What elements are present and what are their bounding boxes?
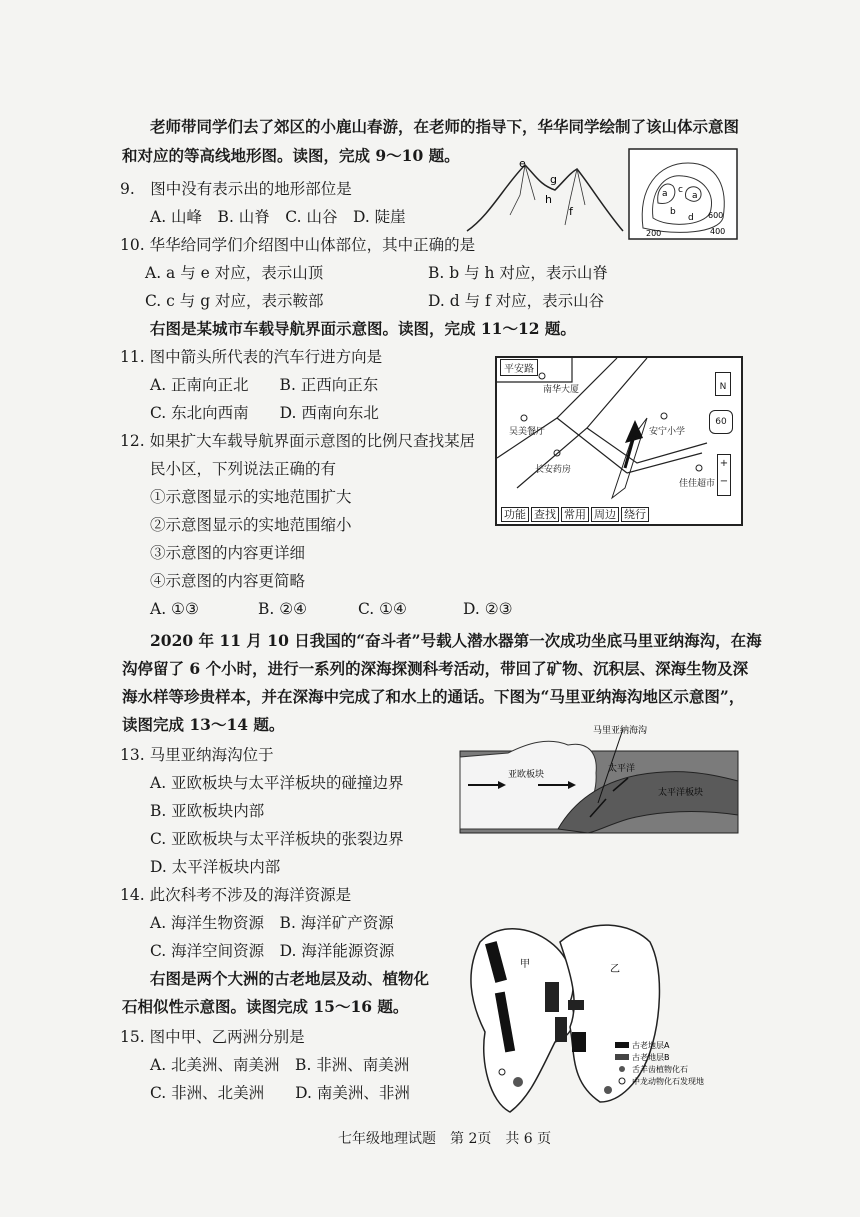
- legend-layer-b: 古老地层B: [632, 1053, 670, 1062]
- mountain-label-f: f: [569, 205, 573, 218]
- q12-statement-1: ①示意图显示的实地范围扩大: [150, 488, 352, 506]
- contour-label-600: 600: [708, 211, 724, 220]
- q10-option-c: C. c 与 g 对应，表示鞍部: [145, 292, 324, 310]
- nav-poi-changan: 长安药房: [535, 465, 572, 475]
- q13-option-a: A. 亚欧板块与太平洋板块的碰撞边界: [150, 774, 404, 792]
- legend-animal-fossil: 中龙动物化石发现地: [632, 1077, 704, 1086]
- intro-13-14-line3: 海水样等珍贵样本，并在深海中完成了和水上的通话。下图为“马里亚纳海沟地区示意图”，: [122, 687, 745, 706]
- mountain-label-e: e: [519, 157, 526, 170]
- mountain-label-g: g: [550, 173, 557, 186]
- north-arrow-icon: N: [715, 372, 731, 396]
- continent-yi-label: 乙: [610, 964, 620, 975]
- q11-options-row2: C. 东北向西南 D. 西南向东北: [150, 404, 379, 422]
- q12-stem-line2: 民小区，下列说法正确的有: [150, 460, 337, 478]
- q12-statement-4: ④示意图的内容更简略: [150, 572, 306, 590]
- nav-poi-jiajia: 佳佳超市: [679, 479, 716, 489]
- intro-13-14-line4: 读图完成 13～14 题。: [122, 715, 285, 734]
- nav-poi-nanhua: 南华大厦: [543, 385, 580, 395]
- nav-button-function[interactable]: 功能: [501, 507, 529, 522]
- continents-fossil-map: [460, 912, 704, 1122]
- contour-label-200: 200: [646, 229, 662, 238]
- intro-9-10-line2: 和对应的等高线地形图。读图，完成 9～10 题。: [122, 146, 460, 165]
- mountain-label-h: h: [545, 193, 552, 206]
- zoom-control[interactable]: [717, 454, 731, 496]
- page-footer: 七年级地理试题 第 2页 共 6 页: [338, 1131, 552, 1147]
- mountain-sketch: [465, 155, 625, 235]
- q12-option-d: D. ②③: [463, 600, 513, 618]
- q14-options-row2: C. 海洋空间资源 D. 海洋能源资源: [150, 942, 395, 960]
- q13-stem: 13. 马里亚纳海沟位于: [120, 746, 274, 764]
- q11-stem: 11. 图中箭头所代表的汽车行进方向是: [120, 348, 383, 366]
- nav-button-detour[interactable]: 绕行: [621, 507, 649, 522]
- q12-statement-3: ③示意图的内容更详细: [150, 544, 306, 562]
- contour-label-a1: a: [662, 189, 668, 199]
- q14-options-row1: A. 海洋生物资源 B. 海洋矿产资源: [150, 914, 394, 932]
- nav-button-common[interactable]: 常用: [561, 507, 589, 522]
- nav-road-label: 平安路: [500, 359, 538, 376]
- intro-15-16-line2: 石相似性示意图。读图完成 15～16 题。: [122, 997, 409, 1016]
- continent-jia-label: 甲: [520, 959, 530, 970]
- q9-options: A. 山峰 B. 山脊 C. 山谷 D. 陡崖: [150, 208, 406, 226]
- q15-options-row1: A. 北美洲、南美洲 B. 非洲、南美洲: [150, 1056, 410, 1074]
- q10-option-a: A. a 与 e 对应，表示山顶: [145, 264, 324, 282]
- contour-label-c: c: [678, 185, 683, 195]
- trench-title: 马里亚纳海沟: [593, 726, 648, 736]
- q12-statement-2: ②示意图显示的实地范围缩小: [150, 516, 352, 534]
- q12-stem-line1: 12. 如果扩大车载导航界面示意图的比例尺查找某居: [120, 432, 476, 450]
- zoom-in-button[interactable]: +: [719, 458, 729, 469]
- nav-toolbar: [501, 503, 651, 522]
- nav-button-nearby[interactable]: 周边: [591, 507, 619, 522]
- q13-option-d: D. 太平洋板块内部: [150, 858, 281, 876]
- eurasian-plate-label: 亚欧板块: [508, 770, 545, 780]
- q12-option-b: B. ②④: [258, 600, 308, 618]
- contour-map: [628, 148, 738, 240]
- intro-15-16-line1: 右图是两个大洲的古老地层及动、植物化: [150, 969, 430, 988]
- speed-limit-badge: 60: [709, 410, 733, 434]
- q13-option-c: C. 亚欧板块与太平洋板块的张裂边界: [150, 830, 404, 848]
- nav-poi-wumei: 吴美餐厅: [509, 427, 546, 437]
- contour-label-b: b: [670, 207, 676, 217]
- trench-pacific-label: 太平洋: [608, 764, 636, 774]
- intro-13-14-line1: 2020 年 11 月 10 日我国的“奋斗者”号载人潜水器第一次成功坐底马里亚纳海沟，在海: [150, 631, 762, 650]
- intro-11-12: 右图是某城市车载导航界面示意图。读图，完成 11～12 题。: [150, 319, 576, 338]
- q12-option-c: C. ①④: [358, 600, 407, 618]
- q15-options-row2: C. 非洲、北美洲 D. 南美洲、非洲: [150, 1084, 410, 1102]
- contour-label-400: 400: [710, 227, 726, 236]
- intro-13-14-line2: 沟停留了 6 个小时，进行一系列的深海探测科考活动，带回了矿物、沉积层、深海生物及深: [122, 659, 749, 678]
- legend-plant-fossil: 舌羊齿植物化石: [632, 1065, 688, 1074]
- q12-option-a: A. ①③: [150, 600, 199, 618]
- legend-layer-a: 古老地层A: [632, 1041, 670, 1050]
- contour-label-a2: a: [692, 191, 698, 201]
- nav-poi-anning: 安宁小学: [649, 427, 686, 437]
- trench-diagram: [458, 723, 740, 835]
- pacific-plate-label: 太平洋板块: [658, 788, 704, 798]
- q15-stem: 15. 图中甲、乙两洲分别是: [120, 1028, 305, 1046]
- q13-option-b: B. 亚欧板块内部: [150, 802, 265, 820]
- q14-stem: 14. 此次科考不涉及的海洋资源是: [120, 886, 352, 904]
- nav-screen: [495, 356, 743, 526]
- q10-option-b: B. b 与 h 对应，表示山脊: [428, 264, 608, 282]
- q10-stem: 10. 华华给同学们介绍图中山体部位，其中正确的是: [120, 236, 476, 254]
- nav-button-search[interactable]: 查找: [531, 507, 559, 522]
- q9-stem: 9. 图中没有表示出的地形部位是: [120, 180, 352, 198]
- q11-options-row1: A. 正南向正北 B. 正西向正东: [150, 376, 379, 394]
- q10-option-d: D. d 与 f 对应，表示山谷: [428, 292, 605, 310]
- contour-label-d: d: [688, 213, 694, 223]
- nav-roads: [497, 358, 741, 524]
- zoom-out-button[interactable]: −: [719, 476, 729, 487]
- intro-9-10-line1: 老师带同学们去了郊区的小鹿山春游，在老师的指导下，华华同学绘制了该山体示意图: [150, 117, 740, 136]
